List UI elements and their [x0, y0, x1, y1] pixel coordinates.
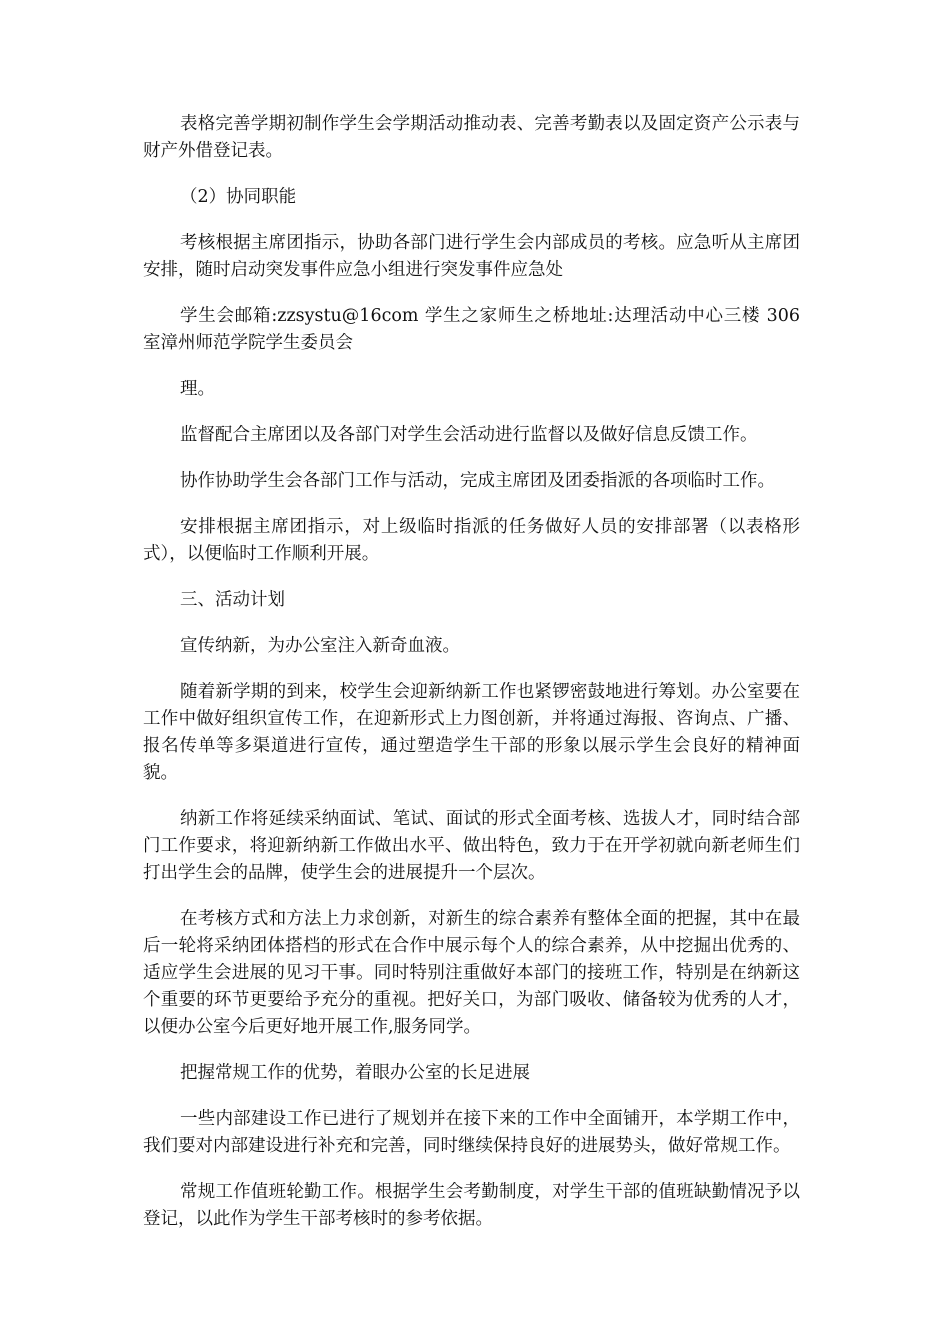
document-body [143, 111, 800, 1252]
heading-activity-plan: 三、活动计划 [180, 590, 285, 610]
paragraph-continuation: 理。 [180, 379, 215, 399]
paragraph-assessment-innovation: 在考核方式和方法上力求创新，对新生的综合素养有整体全面的把握，其中在最后一轮将采纳团体搭档的形式在合作中展示每个人的综合素养，从中挖掘出优秀的、适应学生会进展的见习干事。同时特别注重做好本部门的接班工作，特别是在纳新这个重要的环节更要给予充分的重视。把好关口，为部门吸收、储备较为优秀的人才，以便办公室今后更好地开展工作,服务同学。 [143, 909, 800, 1037]
paragraph-duty-rotation: 常规工作值班轮勤工作。根据学生会考勤制度，对学生干部的值班缺勤情况予以登记，以此作为学生干部考核时的参考依据。 [143, 1182, 800, 1229]
paragraph-recruitment-process: 纳新工作将延续采纳面试、笔试、面试的形式全面考核、选拔人才，同时结合部门工作要求，将迎新纳新工作做出水平、做出特色，致力于在开学初就向新老师生们打出学生会的品牌，使学生会的进展提升一个层次。 [143, 809, 800, 883]
heading-coordination-function: （2）协同职能 [180, 187, 297, 207]
paragraph-internal-construction: 一些内部建设工作已进行了规划并在接下来的工作中全面铺开，本学期工作中，我们要对内部建设进行补充和完善，同时继续保持良好的进展势头，做好常规工作。 [143, 1109, 800, 1156]
paragraph-supervision: 监督配合主席团以及各部门对学生会活动进行监督以及做好信息反馈工作。 [180, 425, 758, 445]
paragraph-cooperation: 协作协助学生会各部门工作与活动，完成主席团及团委指派的各项临时工作。 [180, 471, 775, 491]
paragraph-forms: 表格完善学期初制作学生会学期活动推动表、完善考勤表以及固定资产公示表与财产外借登记表。 [143, 114, 800, 161]
paragraph-contact-footer: 学生会邮箱:zzsystu@16com 学生之家师生之桥地址:达理活动中心三楼 306 室漳州师范学院学生委员会 [143, 306, 800, 353]
paragraph-assessment: 考核根据主席团指示，协助各部门进行学生会内部成员的考核。应急听从主席团安排，随时启动突发事件应急小组进行突发事件应急处 [143, 233, 800, 280]
paragraph-new-semester: 随着新学期的到来，校学生会迎新纳新工作也紧锣密鼓地进行筹划。办公室要在工作中做好组织宣传工作，在迎新形式上力图创新，并将通过海报、咨询点、广播、报名传单等多渠道进行宣传，通过塑造学生干部的形象以展示学生会良好的精神面貌。 [143, 682, 800, 783]
paragraph-recruitment-title: 宣传纳新，为办公室注入新奇血液。 [180, 636, 460, 656]
paragraph-arrangement: 安排根据主席团指示，对上级临时指派的任务做好人员的安排部署（以表格形式），以便临时工作顺利开展。 [143, 517, 800, 564]
paragraph-routine-title: 把握常规工作的优势，着眼办公室的长足进展 [180, 1063, 530, 1083]
